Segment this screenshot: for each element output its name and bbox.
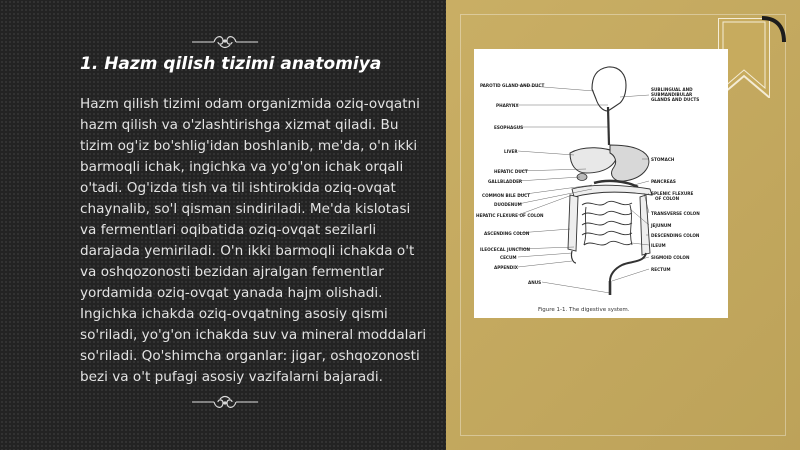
label-submandibular: SUBMANDIBULAR (651, 92, 693, 97)
label-rectum: RECTUM (651, 267, 671, 272)
slide-body-text: Hazm qilish tizimi odam organizmida oziq-ovqatni hazm qilish va o'zlashtirishga xizmat qiladi. Bu tizim og'iz bo'shlig'idan boshlanib, me'da, o'n ikki barmoqli ichak, ingichka va yo'g'on ichak orqali o'tadi. Og'izda tish va til ishtirokida oziq-ovqat chaynalib, so'l qisman sindiriladi. Me'da kislotasi va fermentlari oqibatida oziq-ovqat sezilarli darajada yemiriladi. O'n ikki barmoqli ichakda o't va oshqozonosti bezidan ajralgan fermentlar yordamida oziq-ovqat yanada hajm olishadi. Ingichka ichakda oziq-ovqatning asosiy qismi so'riladi, yo'g'on ichakda suv va mineral moddalari so'riladi. Qo'shimcha organlar: jigar, oshqozonosti bezi va o't pufagi asosiy vazifalarni bajaradi. (80, 96, 427, 385)
label-jejunum: JEJUNUM (651, 223, 672, 228)
flourish-ornament-bottom (190, 393, 260, 411)
page-curl-icon (760, 16, 786, 44)
label-descending-colon: DESCENDING COLON (651, 233, 700, 238)
label-ascending-colon: ASCENDING COLON (484, 231, 530, 236)
label-splenic-flexure: SPLENIC FLEXURE (651, 191, 694, 196)
figure-caption: Figure 1-1. The digestive system. (538, 307, 630, 313)
label-appendix: APPENDIX (494, 265, 519, 270)
label-of-colon: OF COLON (655, 196, 680, 201)
label-liver: LIVER (504, 149, 518, 154)
digestive-system-diagram (474, 49, 728, 318)
label-ileocecal-junction: ILEOCECAL JUNCTION (480, 247, 531, 252)
label-hepatic-duct: HEPATIC DUCT (494, 169, 528, 174)
slide-title: 1. Hazm qilish tizimi anatomiya (80, 54, 382, 74)
label-esophagus: ESOPHAGUS (494, 125, 524, 130)
label-anus: ANUS (528, 280, 542, 285)
label-glands-ducts: GLANDS AND DUCTS (651, 97, 700, 102)
flourish-ornament-top (190, 33, 260, 51)
label-pancreas: PANCREAS (651, 179, 676, 184)
label-transverse-colon: TRANSVERSE COLON (651, 211, 700, 216)
digestive-system-figure (474, 49, 728, 318)
label-sigmoid-colon: SIGMOID COLON (651, 255, 690, 260)
label-common-bile-duct: COMMON BILE DUCT (482, 193, 531, 198)
label-cecum: CECUM (500, 255, 517, 260)
label-sublingual: SUBLINGUAL AND (651, 87, 693, 92)
label-duodenum: DUODENUM (494, 202, 522, 207)
label-stomach: STOMACH (651, 157, 675, 162)
label-pharynx: PHARYNX (496, 103, 519, 108)
label-parotid: PAROTID GLAND AND DUCT (480, 83, 545, 88)
label-ileum: ILEUM (651, 243, 666, 248)
label-gallbladder: GALLBLADDER (488, 179, 523, 184)
label-hepatic-flexure: HEPATIC FLEXURE OF COLON (476, 213, 544, 218)
